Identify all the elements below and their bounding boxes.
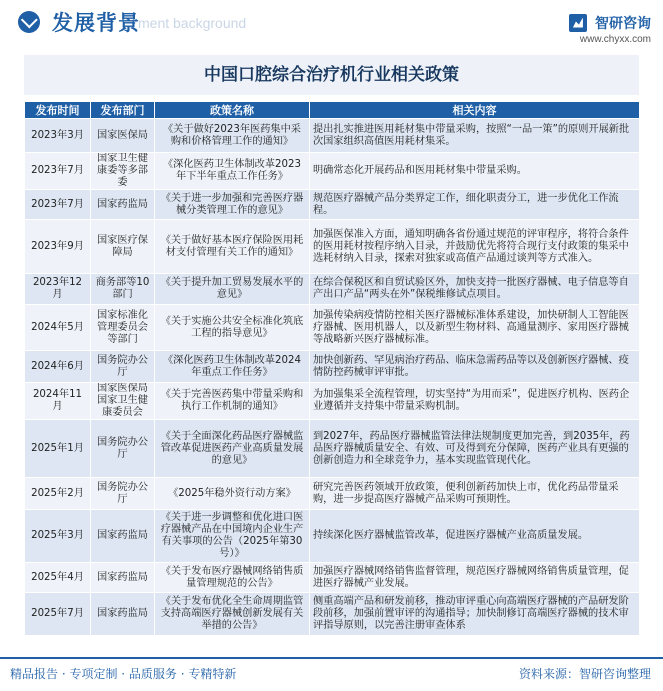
cell-date: 2023年3月 xyxy=(25,119,91,153)
cell-date: 2025年4月 xyxy=(25,563,91,593)
check-circle-icon xyxy=(18,11,40,33)
section-title: 发展背景 xyxy=(52,11,140,35)
cell-content: 到2027年，药品医疗器械监管法律法规制度更加完善，到2035年，药品医疗器械质量安全、有效、可及得到充分保障，医药产业具有更强的创新创造力和全球竞争力，基本实现监管现代化。 xyxy=(310,420,640,478)
cell-policy-name: 《关于实施公共安全标准化筑底工程的指导意见》 xyxy=(155,305,310,351)
cell-date: 2023年12月 xyxy=(25,274,91,305)
cell-policy-name: 《2025年稳外资行动方案》 xyxy=(155,478,310,510)
cell-dept: 商务部等10部门 xyxy=(91,274,155,305)
cell-dept: 国家药监局 xyxy=(91,593,155,636)
cell-policy-name: 《关于进一步加强和完善医疗器械分类管理工作的意见》 xyxy=(155,190,310,220)
cell-date: 2024年6月 xyxy=(25,351,91,383)
brand xyxy=(569,12,651,45)
footer xyxy=(0,657,663,691)
cell-content: 规范医疗器械产品分类界定工作，细化职责分工，进一步优化工作流程。 xyxy=(310,190,640,220)
cell-policy-name: 《关于发布医疗器械网络销售质量管理规范的公告》 xyxy=(155,563,310,593)
cell-content: 为加强集采全流程管理，切实坚持“为用而采”，促进医疗机构、医药企业遵循并支持集中带量采购机制。 xyxy=(310,383,640,420)
cell-dept: 国家药监局 xyxy=(91,563,155,593)
cell-date: 2023年9月 xyxy=(25,220,91,274)
cell-content: 提出扎实推进医用耗材集中带量采购，按照“一品一策”的原则开展新批次国家组织高值医用耗材集采。 xyxy=(310,119,640,153)
table-row xyxy=(25,510,640,563)
brand-url: www.chyxx.com xyxy=(579,33,651,45)
table-row xyxy=(25,478,640,510)
table-row xyxy=(25,563,640,593)
table-row xyxy=(25,305,640,351)
table-header-row xyxy=(25,102,640,119)
cell-policy-name: 《深化医药卫生体制改革2024年重点工作任务》 xyxy=(155,351,310,383)
cell-dept: 国家药监局 xyxy=(91,510,155,563)
cell-policy-name: 《深化医药卫生体制改革2023年下半年重点工作任务》 xyxy=(155,153,310,190)
column-header-dept: 发布部门 xyxy=(91,102,155,119)
table-row xyxy=(25,119,640,153)
cell-content: 加强传染病疫情防控相关医疗器械标准体系建设，加快研制人工智能医疗器械、医用机器人，以及新型生物材料、高通量测序、家用医疗器械等战略新兴医疗器械标准。 xyxy=(310,305,640,351)
cell-dept: 国家医疗保障局 xyxy=(91,220,155,274)
brand-logo-icon xyxy=(569,14,587,32)
table-row xyxy=(25,383,640,420)
cell-policy-name: 《关于全面深化药品医疗器械监管改革促进医药产业高质量发展的意见》 xyxy=(155,420,310,478)
cell-dept: 国家标准化管理委员会等部门 xyxy=(91,305,155,351)
table-row xyxy=(25,593,640,636)
cell-content: 持续深化医疗器械监管改革，促进医疗器械产业高质量发展。 xyxy=(310,510,640,563)
brand-name: 智研咨询 xyxy=(595,15,651,32)
column-header-content: 相关内容 xyxy=(310,102,640,119)
cell-dept: 国务院办公厅 xyxy=(91,478,155,510)
table-row xyxy=(25,351,640,383)
table-row xyxy=(25,190,640,220)
table-row xyxy=(25,420,640,478)
cell-date: 2023年7月 xyxy=(25,153,91,190)
cell-date: 2023年7月 xyxy=(25,190,91,220)
policy-table xyxy=(24,101,640,636)
table-row xyxy=(25,274,640,305)
cell-dept: 国家医保局 xyxy=(91,119,155,153)
cell-dept: 国务院办公厅 xyxy=(91,420,155,478)
policy-table-body xyxy=(25,119,640,636)
cell-policy-name: 《关于完善医药集中带量采购和执行工作机制的通知》 xyxy=(155,383,310,420)
cell-date: 2024年11月 xyxy=(25,383,91,420)
cell-date: 2025年1月 xyxy=(25,420,91,478)
footer-slogan: 精品报告 · 专项定制 · 品质服务 · 专精特新 xyxy=(10,667,237,681)
table-row xyxy=(25,220,640,274)
cell-content: 侧重高端产品和研发前移，推动审评重心向高端医疗器械的产品研发阶段前移，加强前置审评的沟通指导；加快制修订高端医疗器械的技术审评指导原则，以完善注册审查体系 xyxy=(310,593,640,636)
cell-policy-name: 《关于做好基本医疗保险医用耗材支付管理有关工作的通知》 xyxy=(155,220,310,274)
footer-source: 资料来源：智研咨询整理 xyxy=(518,667,651,681)
cell-date: 2025年3月 xyxy=(25,510,91,563)
cell-content: 在综合保税区和自贸试验区外，加快支持一批医疗器械、电子信息等自产出口产品“两头在外”保税维修试点项目。 xyxy=(310,274,640,305)
cell-policy-name: 《关于提升加工贸易发展水平的意见》 xyxy=(155,274,310,305)
cell-policy-name: 《关于做好2023年医药集中采购和价格管理工作的通知》 xyxy=(155,119,310,153)
cell-content: 加快创新药、罕见病治疗药品、临床急需药品等以及创新医疗器械、疫情防控药械审评审批。 xyxy=(310,351,640,383)
page-title: 中国口腔综合治疗机行业相关政策 xyxy=(24,55,639,95)
cell-content: 明确常态化开展药品和医用耗材集中带量采购。 xyxy=(310,153,640,190)
cell-date: 2024年5月 xyxy=(25,305,91,351)
cell-content: 加强医保准入方面，通知明确各省份通过规范的评审程序，将符合条件的医用耗材按程序纳入目录，并鼓励优先将符合现行支付政策的集采中选耗材纳入目录，探索对独家或高值产品通过谈判等方式准入。 xyxy=(310,220,640,274)
cell-date: 2025年7月 xyxy=(25,593,91,636)
header xyxy=(0,0,663,45)
section-watermark: ment background xyxy=(138,15,247,31)
cell-dept: 国家医保局国家卫生健康委员会 xyxy=(91,383,155,420)
cell-policy-name: 《关于进一步调整和优化进口医疗器械产品在中国境内企业生产有关事项的公告（2025年第30号）》 xyxy=(155,510,310,563)
table-row xyxy=(25,153,640,190)
cell-content: 研究完善医药领域开放政策，便利创新药加快上市，优化药品带量采购，进一步提高医疗器械产品采购可预期性。 xyxy=(310,478,640,510)
cell-date: 2025年2月 xyxy=(25,478,91,510)
cell-dept: 国家药监局 xyxy=(91,190,155,220)
cell-dept: 国家卫生健康委等多部委 xyxy=(91,153,155,190)
cell-content: 加强医疗器械网络销售监督管理，规范医疗器械网络销售质量管理，促进医疗器械产业发展。 xyxy=(310,563,640,593)
column-header-date: 发布时间 xyxy=(25,102,91,119)
cell-policy-name: 《关于发布优化全生命周期监管支持高端医疗器械创新发展有关举措的公告》 xyxy=(155,593,310,636)
column-header-name: 政策名称 xyxy=(155,102,310,119)
cell-dept: 国务院办公厅 xyxy=(91,351,155,383)
